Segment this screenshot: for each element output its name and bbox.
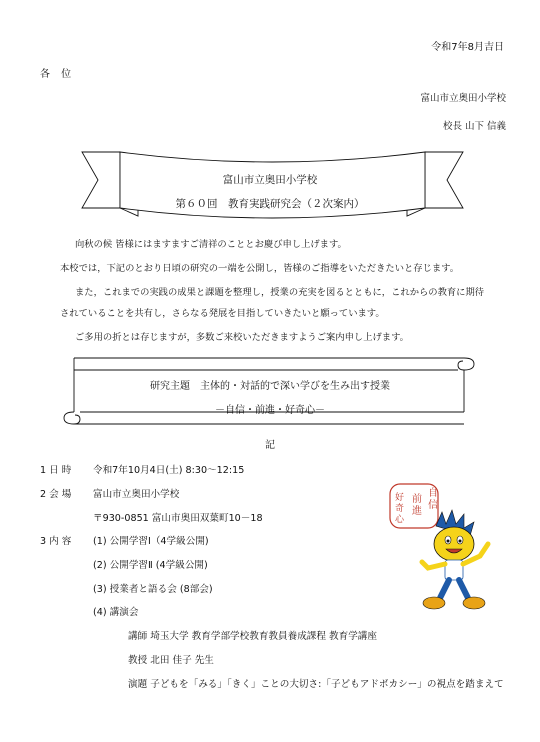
sender-principal: 校長 山下 信義 [442, 121, 506, 132]
content-item-1: (1) 公開学習Ⅰ（4学級公開) [93, 536, 209, 547]
svg-text:進: 進 [412, 506, 422, 517]
date-label: 1 日 時 [40, 465, 72, 476]
paragraph-intro: 本校では，下記のとおり日頃の研究の一端を公開し，皆様のご指導をいただきたいと存じます。 [60, 263, 460, 274]
svg-text:奇: 奇 [395, 504, 405, 514]
lecturer-name: 教授 北田 佳子 先生 [128, 655, 214, 666]
document-date: 令和7年8月吉日 [431, 42, 504, 53]
content-item-4: (4) 講演会 [93, 607, 139, 618]
research-theme: 研究主題 主体的・対話的で深い学びを生み出す授業 [150, 381, 390, 392]
lecturer-affiliation: 講師 埼玉大学 教育学部学校教育教員養成課程 教育学講座 [128, 631, 377, 642]
content-item-3: (3) 授業者と語る会 (8部会) [93, 584, 213, 595]
venue-label: 2 会 場 [40, 489, 72, 500]
motto-stamp-icon [390, 484, 438, 528]
addressee: 各 位 [40, 69, 76, 80]
paragraph-goal-1: また，これまでの実践の成果と課題を整理し，授業の充実を図るとともに，これからの教育に期待 [75, 287, 485, 298]
research-subtheme: －自信・前進・好奇心－ [215, 405, 325, 416]
content-item-2: (2) 公開学習Ⅱ (4学級公開) [93, 560, 208, 571]
svg-text:心: 心 [395, 515, 405, 525]
date-value: 令和7年10月4日(土) 8:30～12:15 [93, 465, 245, 476]
svg-text:自: 自 [428, 488, 438, 499]
venue-address: 〒930-0851 富山市奥田双葉町10－18 [93, 513, 263, 524]
sender-school: 富山市立奥田小学校 [420, 93, 506, 104]
svg-text:好: 好 [395, 493, 405, 503]
venue-name: 富山市立奥田小学校 [93, 489, 180, 500]
banner-event-title: 第６０回 教育実践研究会（２次案内） [175, 198, 365, 210]
lecture-title: 演題 子どもを「みる」「きく」ことの大切さ:「子どもアドボカシー」の視点を踏まえて [128, 679, 504, 690]
mascot-illustration [388, 482, 496, 617]
banner-school-name: 富山市立奥田小学校 [222, 174, 318, 186]
content-label: 3 内 容 [40, 536, 72, 547]
svg-text:信: 信 [428, 500, 438, 511]
paragraph-goal-2: されていることを共有し，さらなる発展を目指していきたいと願っています。 [60, 308, 385, 319]
paragraph-closing: ご多用の折とは存じますが，多数ご来校いただきますようご案内申し上げます。 [75, 332, 409, 343]
svg-text:前: 前 [412, 494, 422, 505]
ki-heading: 記 [265, 440, 275, 451]
paragraph-greeting: 向秋の候 皆様にはますますご清祥のこととお慶び申し上げます。 [75, 239, 347, 250]
